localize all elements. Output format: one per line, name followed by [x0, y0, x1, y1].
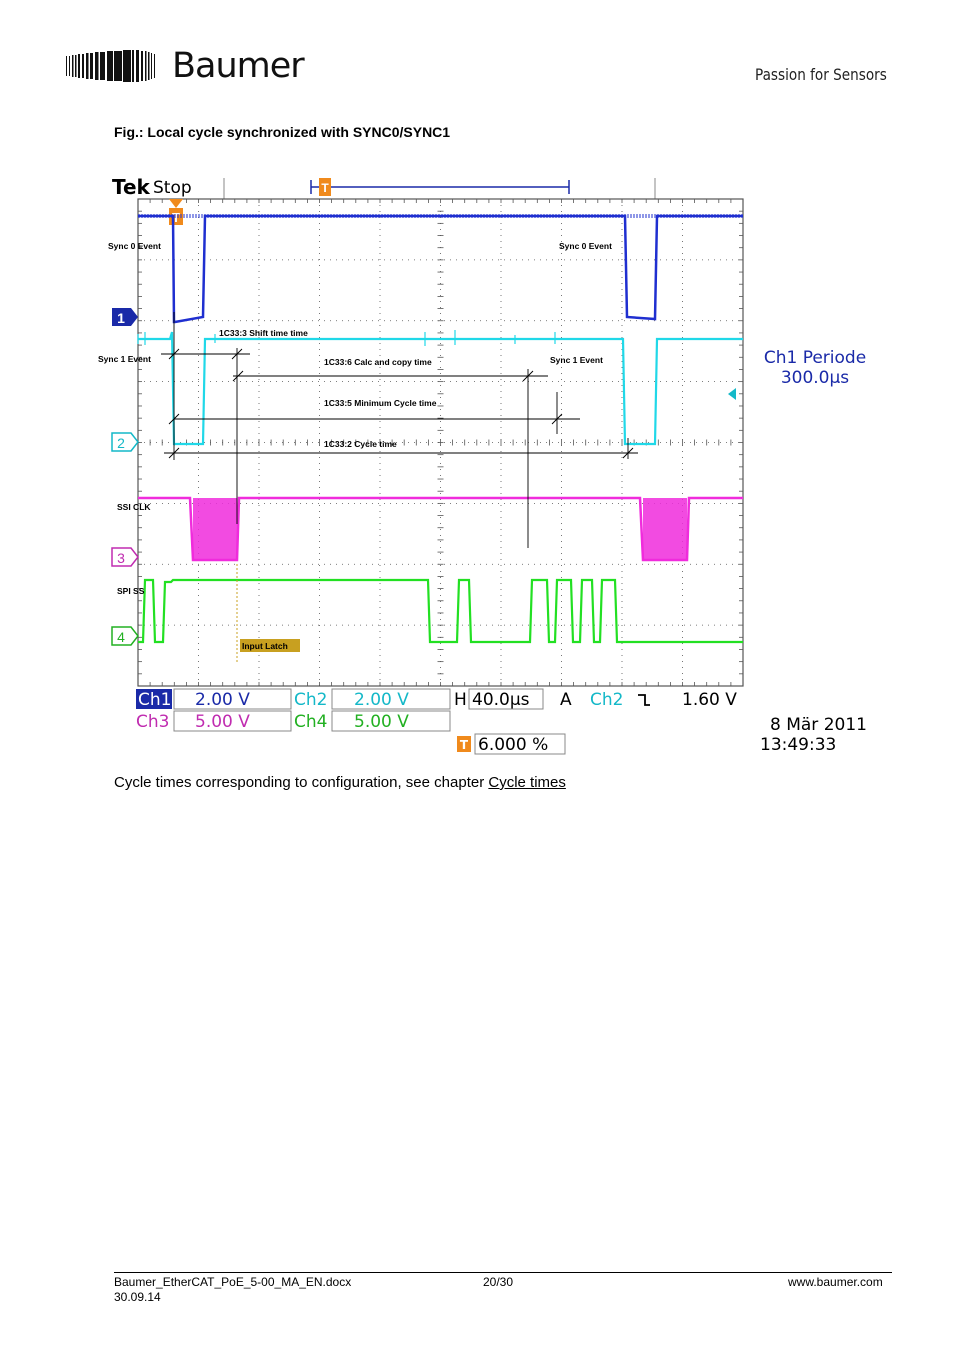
ch2-marker-icon	[112, 433, 138, 451]
label-ssi-clk: SSI CLK	[117, 502, 151, 512]
footer-website: www.baumer.com	[788, 1275, 883, 1289]
annotation-min-cycle: 1C33:5 Minimum Cycle time	[324, 398, 437, 408]
measurement-label: Ch1 Periode	[763, 348, 867, 368]
trigger-mode-label: A	[560, 690, 572, 710]
footer-date: 30.09.14	[114, 1290, 161, 1304]
trigger-source: Ch2	[590, 690, 624, 710]
footer-filename: Baumer_EtherCAT_PoE_5-00_MA_EN.docx	[114, 1275, 352, 1289]
ch3-marker-icon	[112, 548, 138, 566]
annotation-cycle-time: 1C33:2 Cycle time	[324, 439, 397, 449]
horizontal-scale: 40.0µs	[472, 690, 530, 710]
svg-text:T: T	[321, 181, 329, 195]
figure-caption: Fig.: Local cycle synchronized with SYNC0/SYNC1	[114, 124, 451, 140]
ch3-label: Ch3	[136, 712, 170, 732]
footer-page-number: 20/30	[483, 1275, 514, 1289]
baumer-logo-icon	[66, 50, 158, 82]
tagline: Passion for Sensors	[755, 65, 887, 84]
svg-text:T: T	[459, 738, 469, 752]
footer-divider	[114, 1272, 892, 1273]
ch4-marker-icon	[112, 627, 138, 645]
scope-date: 8 Mär 2011	[770, 715, 867, 735]
svg-text:4: 4	[117, 629, 125, 645]
ch2-scale: 2.00 V	[354, 690, 409, 710]
label-sync1-left: Sync 1 Event	[98, 354, 151, 364]
scope-time: 13:49:33	[760, 735, 837, 755]
label-sync1-right: Sync 1 Event	[550, 355, 603, 365]
trigger-level: 1.60 V	[682, 690, 737, 710]
svg-text:2: 2	[117, 435, 125, 451]
horizontal-label: H	[454, 690, 467, 710]
svg-text:1: 1	[117, 310, 125, 326]
falling-edge-icon	[638, 695, 650, 705]
ch1-scale: 2.00 V	[195, 690, 250, 710]
annotation-shift-time: 1C33:3 Shift time time	[219, 328, 308, 338]
annotation-calc-copy: 1C33:6 Calc and copy time	[324, 357, 432, 367]
oscilloscope-screenshot	[95, 172, 895, 762]
scope-brand: Tek	[112, 175, 150, 199]
label-sync0-right: Sync 0 Event	[559, 241, 612, 251]
measurement-value: 300.0µs	[780, 368, 850, 388]
ch1-marker-icon	[112, 308, 138, 326]
label-input-latch: Input Latch	[242, 641, 288, 651]
cycle-times-link[interactable]: Cycle times	[488, 774, 566, 791]
body-paragraph	[114, 774, 566, 791]
ch1-label: Ch1	[138, 690, 172, 710]
ch4-scale: 5.00 V	[354, 712, 409, 732]
record-view-bracket	[311, 178, 569, 196]
scope-status: Stop	[153, 178, 192, 198]
brand-name: Baumer	[172, 46, 304, 86]
ch4-label: Ch4	[294, 712, 328, 732]
trigger-position: 6.000 %	[478, 735, 549, 755]
label-sync0-left: Sync 0 Event	[108, 241, 161, 251]
body-text: Cycle times corresponding to configuration, see chapter	[114, 774, 489, 791]
svg-text:T: T	[172, 210, 180, 225]
ch3-scale: 5.00 V	[195, 712, 250, 732]
label-spi-ss: SPI SS	[117, 586, 145, 596]
ch2-label: Ch2	[294, 690, 328, 710]
svg-text:3: 3	[117, 550, 125, 566]
